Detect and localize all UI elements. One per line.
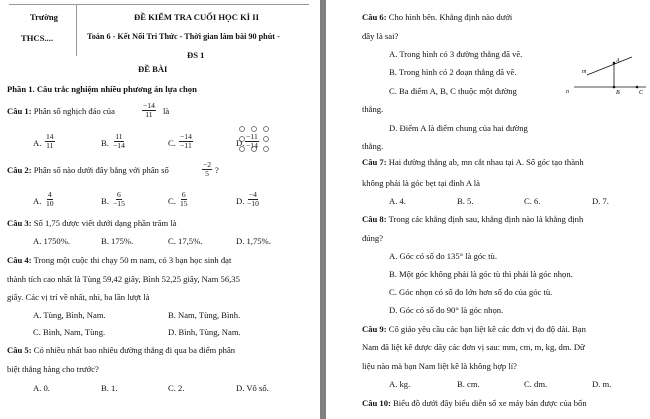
q1-option-a-letter: A. xyxy=(33,138,42,148)
q9-option-d: D. m. xyxy=(592,379,612,389)
q10-label: Câu 10: xyxy=(362,398,391,408)
q2-text-end: ? xyxy=(215,165,219,175)
q5-option-d: D. Vô số. xyxy=(236,383,269,393)
q6-option-c-cont: thẳng. xyxy=(362,104,384,114)
q6-geometry-figure xyxy=(562,55,648,97)
q1-option-a: $\frac{14}{11}$ xyxy=(46,132,54,150)
school-label: Trường xyxy=(30,12,58,22)
left-page xyxy=(0,0,320,419)
q3-option-d: D. 1,75%. xyxy=(236,236,271,246)
q2-option-b: $\frac{6}{-15}$ xyxy=(113,190,125,208)
q8-option-a: A. Góc có số đo 135° là góc tù. xyxy=(389,251,497,261)
section-title: ĐỀ BÀI xyxy=(138,64,168,74)
q2-text: Phân số nào dưới đây bằng với phân số xyxy=(33,165,169,175)
q9-label: Câu 9: xyxy=(362,324,387,334)
q2-fraction: $\frac{-2}{5}$ xyxy=(203,160,212,178)
q4-option-c: C. Bình, Nam, Tùng. xyxy=(33,327,106,337)
q4-stem-line3: giây. Các vị trí về nhất, nhì, ba lần lượt là xyxy=(7,292,150,302)
q7-option-d: D. 7. xyxy=(592,196,609,206)
q1-option-b: $\frac{11}{-14}$ xyxy=(113,132,125,150)
q3-option-b: B. 175%. xyxy=(101,236,134,246)
q6-option-a: A. Trong hình có 3 đường thẳng đã vẽ. xyxy=(389,49,523,59)
q4-option-a: A. Tùng, Bình, Nam. xyxy=(33,310,106,320)
q7-option-b: B. 5. xyxy=(457,196,474,206)
part1-title: Phần 1. Câu trắc nghiệm nhiều phương án lựa chọn xyxy=(7,84,197,94)
q8-option-c: C. Góc nhọn có số đo lớn hơn số đo của góc tù. xyxy=(389,287,553,297)
q2-option-b-letter: B. xyxy=(101,196,109,206)
q2-option-d: $\frac{-4}{-10}$ xyxy=(247,190,259,208)
q5-option-a: A. 0. xyxy=(33,383,50,393)
q3-option-a: A. 1750%. xyxy=(33,236,70,246)
q2-option-c-letter: C. xyxy=(168,196,176,206)
q5-label: Câu 5: xyxy=(7,345,32,355)
q1-text-end: là xyxy=(163,106,170,116)
q3-text: Số 1,75 được viết dưới dạng phần trăm là xyxy=(33,218,177,228)
q4-stem-line2: thành tích cao nhất là Tùng 59,42 giây, Bình 52,25 giây, Nam 56,35 xyxy=(7,274,240,284)
q5-stem-line1: Câu 5: Có nhiều nhất bao nhiêu đường thẳng đi qua ba điểm phân xyxy=(7,345,236,355)
q9-option-b: B. cm. xyxy=(457,379,480,389)
q9-stem-line1: Câu 9: Cô giáo yêu cầu các bạn liệt kê các đơn vị đo độ dài. Bạn xyxy=(362,324,586,334)
q6-label: Câu 6: xyxy=(362,12,387,22)
q1-stem xyxy=(7,106,115,116)
q4-option-b: B. Nam, Tùng, Bình. xyxy=(168,310,241,320)
q6-option-c: C. Ba điểm A, B, C thuộc một đường xyxy=(389,86,517,96)
q1-option-d: $\frac{-11}{-14}$ xyxy=(246,132,258,150)
q1-text: Phân số nghịch đảo của xyxy=(33,106,115,116)
right-page xyxy=(326,0,650,419)
q6-stem-line1: Câu 6: Cho hình bên. Khẳng định nào dưới xyxy=(362,12,513,22)
q6-option-b: B. Trong hình có 2 đoạn thẳng đã vẽ. xyxy=(389,67,517,77)
q2-option-d-letter: D. xyxy=(236,196,245,206)
header-divider xyxy=(76,4,77,56)
q8-stem-line1: Câu 8: Trong các khẳng định sau, khẳng định nào là khẳng định xyxy=(362,214,584,224)
q6-stem-line2: đây là sai? xyxy=(362,31,399,41)
q3-stem xyxy=(7,218,177,228)
q8-option-d: D. Góc có số đo 90° là góc nhọn. xyxy=(389,305,504,315)
q3-label: Câu 3: xyxy=(7,218,32,228)
q7-stem-line2: không phải là góc bẹt tại đỉnh A là xyxy=(362,178,480,188)
q2-option-a-letter: A. xyxy=(33,196,42,206)
q2-stem xyxy=(7,165,169,175)
exam-subtitle: Toán 6 - Kết Nối Tri Thức - Thời gian làm bài 90 phút - xyxy=(87,32,280,41)
q7-stem-line1: Câu 7: Hai đường thẳng ab, mn cắt nhau tại A. Số góc tạo thành xyxy=(362,157,584,167)
q10-text: Biểu đồ dưới đây biểu diễn số xe máy bán được của bốn xyxy=(393,398,587,408)
fig-label-a: A xyxy=(616,58,620,64)
q1-option-c: $\frac{-14}{-11}$ xyxy=(180,132,192,150)
q6-option-d: D. Điểm A là điểm chung của hai đường xyxy=(389,123,528,133)
q9-stem-line3: liệu nào mà bạn Nam liệt kê là không hợp lí? xyxy=(362,361,517,371)
exam-code: ĐS 1 xyxy=(187,50,205,60)
q10-stem xyxy=(362,398,587,408)
q7-label: Câu 7: xyxy=(362,157,387,167)
q2-label: Câu 2: xyxy=(7,165,32,175)
fig-label-n: n xyxy=(566,89,569,95)
school-name: THCS.... xyxy=(21,33,53,43)
q5-stem-line2: biệt thẳng hàng cho trước? xyxy=(7,364,99,374)
q9-option-c: C. dm. xyxy=(524,379,548,389)
q3-option-c: C. 17,5%. xyxy=(168,236,203,246)
q1-option-b-letter: B. xyxy=(101,138,109,148)
q4-label: Câu 4: xyxy=(7,255,32,265)
q9-option-a: A. kg. xyxy=(389,379,411,389)
q2-option-a: $\frac{4}{10}$ xyxy=(46,190,54,208)
q7-option-a: A. 4. xyxy=(389,196,406,206)
q2-option-c: $\frac{6}{15}$ xyxy=(180,190,188,208)
q9-stem-line2: Nam đã liệt kê được dãy các đơn vị sau: mm, cm, m, kg, dm. Dữ xyxy=(362,342,585,352)
q7-option-c: C. 6. xyxy=(524,196,541,206)
q1-option-c-letter: C. xyxy=(168,138,176,148)
q8-stem-line2: đúng? xyxy=(362,233,384,243)
fig-label-m: m xyxy=(582,69,587,75)
q5-option-c: C. 2. xyxy=(168,383,185,393)
q5-option-b: B. 1. xyxy=(101,383,118,393)
exam-title: ĐỀ KIỂM TRA CUỐI HỌC KÌ II xyxy=(134,12,259,22)
q4-stem-line1: Câu 4: Trong một cuộc thi chạy 50 m nam, có 3 bạn học sinh đạt xyxy=(7,255,232,265)
q1-fraction: $\frac{-14}{11}$ xyxy=(143,101,155,119)
fig-label-c: C xyxy=(639,90,644,96)
q8-label: Câu 8: xyxy=(362,214,387,224)
q4-option-d: D. Bình, Tùng, Nam. xyxy=(168,327,241,337)
equation-selection-handles-icon[interactable] xyxy=(238,125,270,153)
q6-option-d-cont: thẳng. xyxy=(362,141,384,151)
header-top-border xyxy=(9,4,309,5)
q8-option-b: B. Một góc không phải là góc tù thì phải là góc nhọn. xyxy=(389,269,573,279)
q1-label: Câu 1: xyxy=(7,106,32,116)
fig-label-b: B xyxy=(616,90,620,96)
q1-option-d-letter: D. xyxy=(236,138,245,148)
